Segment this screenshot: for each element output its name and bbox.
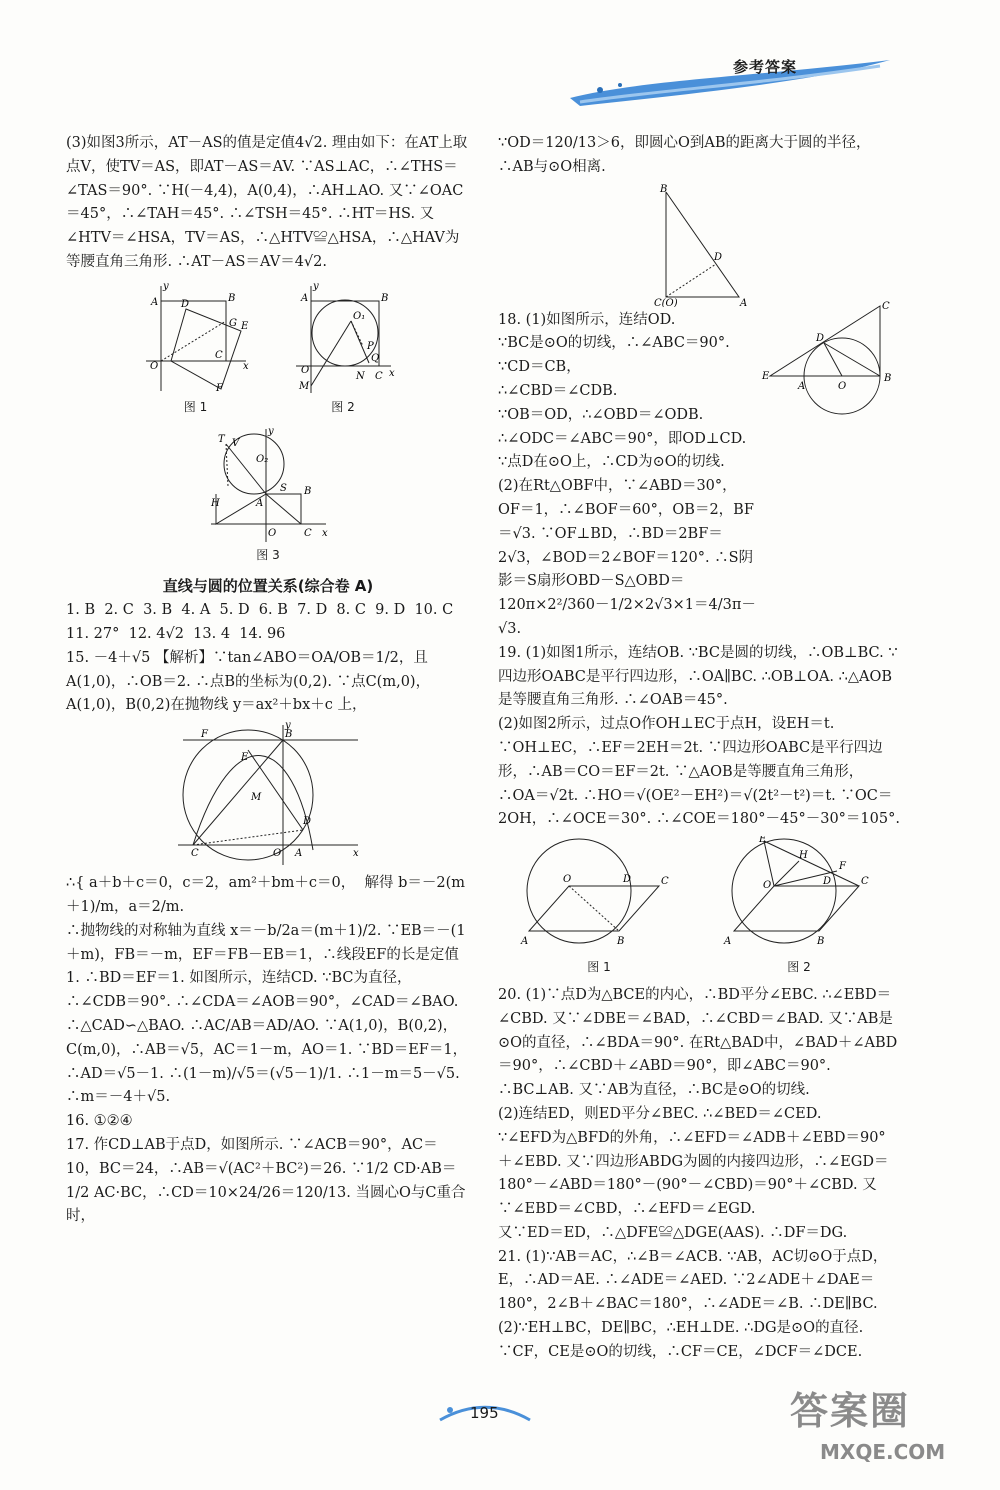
svg-text:O₂: O₂ [255, 453, 268, 465]
svg-text:H: H [210, 497, 220, 509]
svg-text:A: A [740, 297, 748, 307]
page-number: 195 [470, 1404, 499, 1422]
svg-text:O: O [838, 380, 847, 392]
figure-2 [291, 281, 396, 420]
svg-text:x: x [388, 367, 395, 379]
left-column [66, 132, 470, 1229]
svg-text:y: y [267, 425, 274, 437]
svg-text:D: D [303, 816, 312, 828]
svg-text:A: A [798, 380, 806, 392]
figure-18 [760, 301, 900, 416]
figure-19-1 [519, 836, 679, 980]
svg-text:B: B [227, 292, 235, 304]
svg-text:A: A [150, 296, 158, 308]
svg-text:C: C [661, 876, 669, 888]
svg-text:C: C [861, 876, 869, 888]
svg-text:O: O [563, 874, 572, 886]
svg-text:B: B [660, 183, 668, 195]
svg-text:E: E [241, 752, 249, 764]
svg-text:D: D [823, 876, 832, 888]
svg-text:A: A [295, 848, 303, 860]
svg-text:D: D [623, 874, 632, 886]
watermark-logo: 答案圈 [790, 1389, 911, 1433]
section-title: 直线与圆的位置关系(综合卷 A) [162, 577, 374, 596]
svg-text:C: C [374, 370, 383, 382]
answers-choice: 1. B 2. C 3. B 4. A 5. D 6. B 7. D 8. C 9. D 10. C [66, 602, 454, 619]
svg-text:A: A [724, 936, 732, 948]
header-banner [560, 40, 900, 110]
svg-text:x: x [242, 360, 249, 372]
svg-text:D: D [714, 251, 723, 263]
svg-text:S: S [279, 482, 287, 494]
svg-text:O: O [300, 364, 309, 376]
svg-text:y: y [162, 280, 169, 292]
svg-text:V: V [231, 437, 239, 449]
answer-17-text: 17. 作CD⊥AB于点D，如图所示. ∵∠ACB＝90°，AC＝10，BC＝24，∴AB＝√(AC²＋BC²)＝26. ∵1/2 CD·AB＝1/2 AC·BC，∴CD＝10×24/26＝120/13. 当圆心O与C重合时， [66, 1136, 466, 1225]
answer-16: 16. ①②④ [66, 1113, 133, 1130]
answer-18-text: 18. (1)如图所示，连结OD. ∵BC是⊙O的切线，∴∠ABC＝90°. ∵CD＝CB， ∴∠CBD＝∠CDB. ∵OB＝OD，∴∠OBD＝∠ODB. ∴∠ODC＝∠ABC＝90°，即OD⊥CD. ∵点D在⊙O上，∴CD为⊙O的切线. (2)在Rt△OBF中，∵∠ABD＝30°，OF＝1，∴∠BOF＝60°，OB＝2，BF＝√3. ∵OF⊥BD，∴BD＝2BF＝2√3，∠BOD＝2∠BOF＝120°. ∴S阴影＝S扇形OBD－S△OBD＝120π×2²/360－1/2×2√3×1＝4/3π－√3. [498, 311, 756, 637]
svg-text:M: M [251, 792, 262, 804]
svg-text:C: C [191, 848, 199, 860]
figure-3 [206, 424, 331, 568]
header-title: 参考答案 [733, 58, 798, 76]
answer-15-continued: ∴抛物线的对称轴为直线 x＝－b/2a＝(m＋1)/2. ∵EB＝－(1＋m)，FB＝－m，EF＝FB－EB＝1，∴线段EF的长是定值1. ∴BD＝EF＝1. 如图所示，连结CD. ∵BC为直径，∴∠CDB＝90°. ∴∠CDA＝∠AOB＝90°，∠CAD＝∠BAO. ∴△CAD∽△BAO. ∴AC/AB＝AD/AO. ∵A(1,0)，B(0,2)，C(m,0)，∴AB＝√5，AC＝1－m，AO＝1. ∵BD＝EF＝1，∴AD＝√5－1. ∴(1－m)/√5＝(√5－1)/1. ∴1－m＝5－√5. ∴m＝－4＋√5. [66, 922, 468, 1106]
answer-3-text: (3)如图3所示，AT－AS的值是定值4√2. 理由如下：在AT上取点V，使TV＝AS，即AT－AS＝AV. ∵AS⊥AC，∴∠THS＝∠TAS＝90°. ∵H(－4,4)，A(0,4)，∴AH⊥AO. 又∵∠OAC＝45°，∴∠TAH＝45°. ∴∠TSH＝45°. ∴HT＝HS. 又∠HTV＝∠HSA，TV＝AS，∴△HTV≌△HSA，∴△HAV为等腰直角三角形. ∴AT－AS＝AV＝4√2. [66, 135, 468, 270]
figure-15 [173, 720, 363, 870]
svg-text:C(O): C(O) [654, 297, 678, 307]
svg-text:x: x [321, 527, 328, 539]
figure-19-2-caption: 图 2 [787, 960, 811, 975]
svg-text:y: y [312, 280, 319, 292]
svg-text:B: B [303, 485, 311, 497]
svg-text:E: E [759, 836, 767, 846]
svg-text:F: F [215, 382, 223, 394]
svg-text:O: O [273, 848, 282, 860]
figure-17 [644, 182, 754, 307]
svg-text:B: B [884, 372, 892, 384]
svg-text:B: B [817, 936, 825, 948]
svg-text:D: D [816, 332, 825, 344]
svg-text:E: E [762, 370, 770, 382]
svg-text:O₁: O₁ [352, 310, 365, 322]
svg-text:O: O [763, 880, 772, 892]
svg-text:T: T [217, 433, 225, 445]
svg-text:B: B [285, 729, 293, 741]
watermark-url: MXQE.COM [820, 1440, 946, 1464]
svg-text:D: D [180, 298, 189, 310]
svg-text:M: M [298, 380, 309, 392]
answer-15-text: 15. －4＋√5 【解析】∵tan∠ABO＝OA/OB＝1/2，且A(1,0)，∴OB＝2. ∴点B的坐标为(0,2). ∵点C(m,0)，A(1,0)，B(0,2)在抛物线 y＝ax²＋bx＋c 上， [66, 649, 431, 714]
svg-text:A: A [521, 936, 529, 948]
figure-19-1-caption: 图 1 [587, 960, 611, 975]
svg-text:O: O [267, 527, 276, 539]
svg-text:O: O [149, 360, 158, 372]
svg-text:F: F [839, 861, 846, 873]
answer-19-text: 19. (1)如图1所示，连结OB. ∵BC是圆的切线，∴OB⊥BC. ∵四边形OABC是平行四边形，∴OA∥BC. ∴OB⊥OA. ∴△AOB是等腰直角三角形. ∴∠OAB＝45°. (2)如图2所示，过点O作OH⊥EC于点H，设EH＝t. ∵OH⊥EC，∴EF＝2EH＝2t. ∵四边形OABC是平行四边形，∴AB＝CO＝EF＝2t. ∵△AOB是等腰直角三角形，∴OA＝√2t. ∴HO＝√(OE²－EH²)＝√(2t²－t²)＝t. ∵OC＝2OH，∴∠OCE＝30°. ∴∠COE＝180°－45°－30°＝105°. [498, 644, 900, 828]
figure-1 [141, 281, 251, 420]
answer-21-text: 21. (1)∵AB＝AC，∴∠B＝∠ACB. ∵AB，AC切⊙O于点D，E，∴AD＝AE. ∴∠ADE＝∠AED. ∵2∠ADE＋∠DAE＝180°，2∠B＋∠BAC＝180°，∴∠ADE＝∠B. ∴DE∥BC. (2)∵EH⊥BC，DE∥BC，∴EH⊥DE. ∴DG是⊙O的直径. ∵CF，CE是⊙O的切线，∴CF＝CE，∠DCF＝∠DCE. [498, 1248, 888, 1360]
svg-text:C: C [882, 300, 890, 312]
svg-text:y: y [285, 720, 291, 732]
svg-text:H: H [799, 850, 808, 862]
figure-19-2 [719, 836, 879, 980]
svg-text:E: E [240, 320, 248, 332]
svg-text:Q: Q [370, 352, 379, 364]
answers-fill: 11. 27° 12. 4√2 13. 4 14. 96 [66, 625, 286, 642]
answer-17-continued: ∵OD＝120/13＞6，即圆心O到AB的距离大于圆的半径，∴AB与⊙O相离. [498, 135, 871, 175]
figure-3-caption: 图 3 [256, 547, 280, 562]
right-column [498, 132, 900, 1365]
svg-text:x: x [353, 848, 359, 860]
answer-15-system: ∴{ a＋b＋c＝0，c＝2，am²＋bm＋c＝0， 解得 b＝－2(m＋1)/m，a＝2/m. [66, 875, 466, 915]
svg-text:B: B [380, 292, 388, 304]
svg-text:G: G [228, 317, 237, 329]
svg-text:C: C [303, 527, 312, 539]
figure-2-caption: 图 2 [331, 399, 355, 414]
svg-text:A: A [300, 292, 308, 304]
svg-text:F: F [201, 729, 208, 741]
svg-text:A: A [255, 497, 263, 509]
answer-20-text: 20. (1)∵点D为△BCE的内心，∴BD平分∠EBC. ∴∠EBD＝∠CBD. 又∵∠DBE＝∠BAD，∴∠CBD＝∠BAD. 又∵AB是⊙O的直径，∴∠BDA＝90°. 在Rt△BAD中，∠BAD＋∠ABD＝90°，∴∠CBD＋∠ABD＝90°，即∠ABC＝90°. ∴BC⊥AB. 又∵AB为直径，∴BC是⊙O的切线. (2)连结ED，则ED平分∠BEC. ∴∠BED＝∠CED. ∵∠EFD为△BFD的外角，∴∠EFD＝∠ADB＋∠EBD＝90°＋∠EBD. 又∵四边形ABDG为圆的内接四边形，∴∠EGD＝180°－∠ABD＝180°－(90°－∠CBD)＝90°＋∠CBD. 又∵∠EBD＝∠CBD，∴∠EFD＝∠EGD. 又∵ED＝ED，∴△DFE≌△DGE(AAS). ∴DF＝DG. [498, 986, 898, 1241]
svg-text:P: P [366, 340, 374, 352]
figure-1-caption: 图 1 [183, 399, 208, 414]
svg-text:B: B [617, 936, 625, 948]
svg-text:N: N [355, 370, 365, 382]
svg-text:C: C [214, 349, 223, 361]
